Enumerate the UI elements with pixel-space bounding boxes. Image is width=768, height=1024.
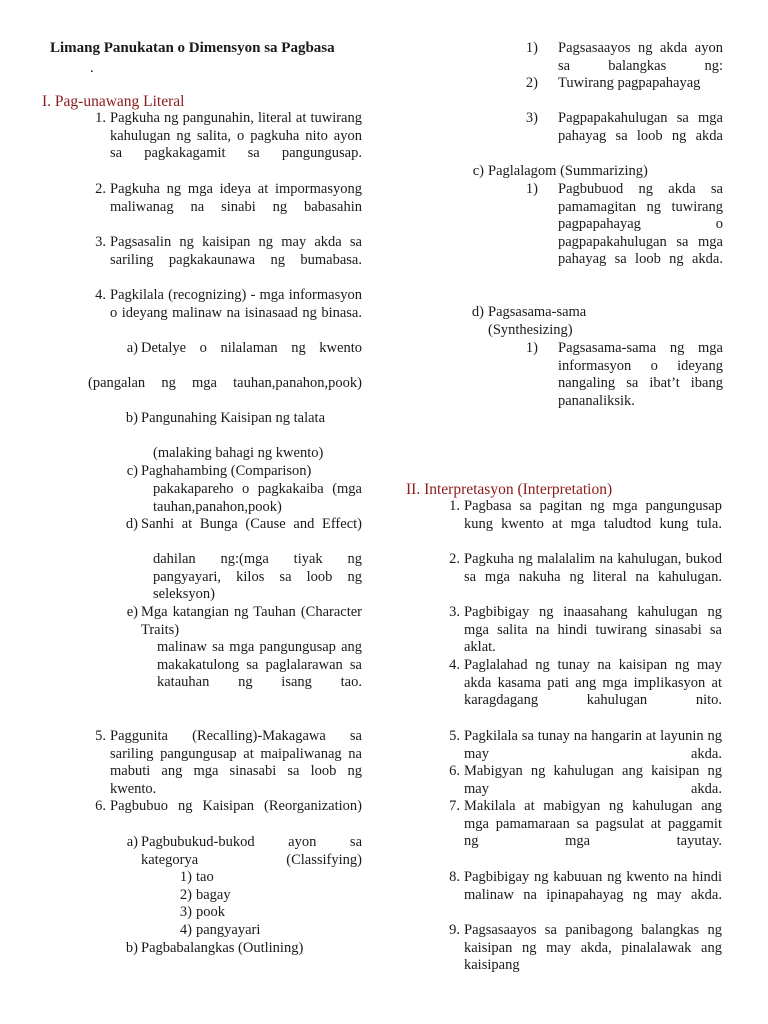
- sub-item-c: Paghahambing (Comparison): [141, 463, 312, 479]
- list-number: 7.: [449, 798, 460, 814]
- sub-letter: e): [126, 604, 138, 620]
- list-number: 5.: [95, 728, 106, 744]
- sub-item-e-note: malinaw sa mga pangungusap ang makakatulong sa paglalarawan sa katauhan ng isang tao.: [157, 639, 362, 691]
- literal-item-3: Pagsasalin ng kaisipan ng may akda sa sariling pagkakaunawa ng bumabasa.: [110, 234, 362, 268]
- title-dot: .: [90, 60, 94, 76]
- sub-letter: d): [471, 304, 484, 320]
- sub-item-b-note: (malaking bahagi ng kwento): [153, 445, 324, 461]
- summarizing-item-1: Pagbubuod ng akda sa pamamagitan ng tuwirang pagpapahayag o pagpapakahulugan sa mga pahayag sa loob ng akda.: [558, 181, 723, 268]
- interpretation-item-1: Pagbasa sa pagitan ng mga pangungusap kung kwento at mga taludtod kung tula.: [464, 498, 722, 532]
- sub-sub-number: 3): [179, 904, 192, 920]
- sub-item-d: Sanhi at Bunga (Cause and Effect): [141, 516, 362, 532]
- literal-item-4: Pagkilala (recognizing) - mga informasyon o ideyang malinaw na isinasaad ng binasa.: [110, 287, 362, 321]
- document-title: Limang Panukatan o Dimensyon sa Pagbasa: [50, 40, 335, 56]
- sub-letter: a): [126, 340, 138, 356]
- list-number: 1.: [449, 498, 460, 514]
- sub-item-b: [141, 410, 362, 428]
- list-number: 5.: [449, 728, 460, 744]
- sub-item-c-note: pakakapareho o pagkakaiba (mga tauhan,panahon,pook): [153, 481, 362, 515]
- list-number: 2.: [95, 181, 106, 197]
- classify-bagay: bagay: [196, 887, 231, 903]
- sub-item-a-note: (pangalan ng mga tauhan,panahon,pook): [88, 375, 362, 391]
- interpretation-item-8: Pagbibigay ng kabuuan ng kwento na hindi malinaw na ipinapahayag ng may akda.: [464, 869, 722, 903]
- sub-letter: d): [125, 516, 138, 532]
- sub-sub-number: 3): [525, 110, 538, 126]
- list-number: 8.: [449, 869, 460, 885]
- section-1-heading: I. Pag-unawang Literal: [42, 93, 185, 110]
- list-number: 3.: [449, 604, 460, 620]
- sub-item-e: Mga katangian ng Tauhan (Character Traits): [141, 604, 362, 638]
- outline-item-3: Pagpapakahulugan sa mga pahayag sa loob ng akda: [558, 110, 723, 144]
- interpretation-item-2: Pagkuha ng malalalim na kahulugan, bukod sa mga nakuha ng literal na kahulugan.: [464, 551, 722, 585]
- interpretation-item-7: Makilala at mabigyan ng kahulugan ang mga pamamaraan sa pagsulat at paggamit ng mga tayutay.: [464, 798, 722, 850]
- classify-pook: pook: [196, 904, 225, 920]
- sub-sub-number: 4): [179, 922, 192, 938]
- summarizing-heading: Paglalagom (Summarizing): [488, 163, 648, 179]
- sub-letter: c): [472, 163, 484, 179]
- interpretation-item-4: Paglalahad ng tunay na kaisipan ng may akda kasama pati ang mga implikasyon at karagdagang kahulugan nito.: [464, 657, 722, 709]
- list-number: 6.: [95, 798, 106, 814]
- sub-item-a6: Pagbubukud-bukod ayon sa kategorya (Classifying): [141, 834, 362, 868]
- outline-item-1: Pagsasaayos ng akda ayon sa balangkas ng:: [558, 40, 723, 74]
- sub-letter: b): [125, 410, 138, 426]
- sub-sub-number: 1): [525, 181, 538, 197]
- sub-letter: b): [125, 940, 138, 956]
- section-2-heading: II. Interpretasyon (Interpretation): [406, 481, 613, 498]
- literal-item-5: Paggunita (Recalling)-Makagawa sa sariling pangungusap at maipaliwanag na mabuti ang mga sinasabi sa loob ng kwento.: [110, 728, 362, 797]
- literal-item-1: Pagkuha ng pangunahin, literal at tuwirang kahulugan ng salita, o pagkuha nito ayon sa pagkakagamit sa pangungusap.: [110, 110, 362, 162]
- list-number: 3.: [95, 234, 106, 250]
- interpretation-item-5: Pagkilala sa tunay na hangarin at layunin ng may akda.: [464, 728, 722, 762]
- list-number: 4.: [95, 287, 106, 303]
- sub-sub-number: 1): [179, 869, 192, 885]
- interpretation-item-6: Mabigyan ng kahulugan ang kaisipan ng may akda.: [464, 763, 722, 797]
- literal-item-2: Pagkuha ng mga ideya at impormasyong maliwanag na sinabi ng babasahin: [110, 181, 362, 215]
- sub-item-d-note: dahilan ng:(mga tiyak ng pangyayari, kilos sa loob ng seleksyon): [153, 551, 362, 603]
- sub-item-b6: Pagbabalangkas (Outlining): [141, 940, 304, 956]
- sub-item-a: Detalye o nilalaman ng kwento: [141, 340, 362, 356]
- literal-item-6: Pagbubuo ng Kaisipan (Reorganization): [110, 798, 362, 814]
- sub-letter: a): [126, 834, 138, 850]
- list-number: 2.: [449, 551, 460, 567]
- synthesizing-heading: Pagsasama-sama (Synthesizing): [488, 304, 587, 338]
- sub-sub-number: 1): [525, 340, 538, 356]
- list-number: 4.: [449, 657, 460, 673]
- classify-tao: tao: [196, 869, 214, 885]
- interpretation-item-9: Pagsasaayos sa panibagong balangkas ng kaisipan ng may akda, pinalalawak ang kaisipang: [464, 922, 722, 974]
- sub-sub-number: 2): [525, 75, 538, 91]
- classify-pangyayari: pangyayari: [196, 922, 261, 938]
- sub-letter: c): [126, 463, 138, 479]
- list-number: 1.: [95, 110, 106, 126]
- sub-sub-number: 1): [525, 40, 538, 56]
- sub-sub-number: 2): [179, 887, 192, 903]
- sub-item-b-text: Pangunahing Kaisipan ng talata: [141, 410, 326, 426]
- synthesizing-item-1: Pagsasama-sama ng mga informasyon o ideyang nangaling sa ibat’t ibang pananaliksik.: [558, 340, 723, 409]
- list-number: 9.: [449, 922, 460, 938]
- list-number: 6.: [449, 763, 460, 779]
- interpretation-item-3: Pagbibigay ng inaasahang kahulugan ng mga salita na hindi tuwirang sinasabi sa aklat.: [464, 604, 722, 656]
- outline-item-2: Tuwirang pagpapahayag: [558, 75, 701, 91]
